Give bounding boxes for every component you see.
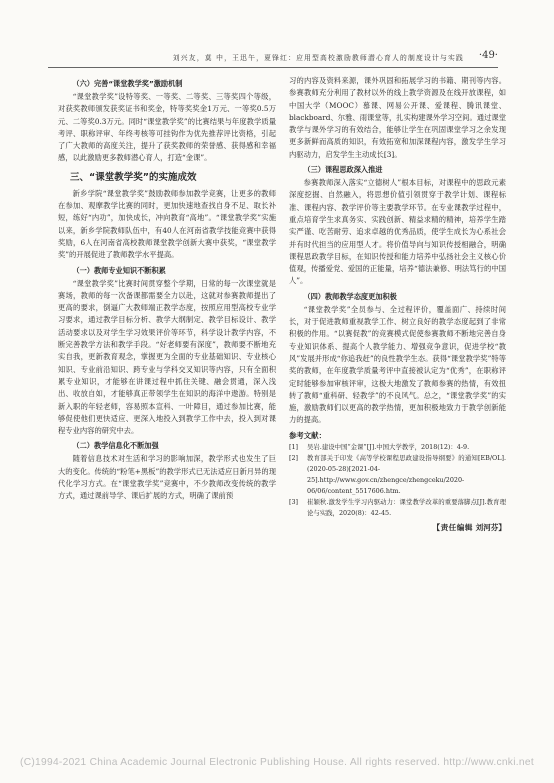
- responsible-editor: [289, 521, 506, 535]
- editor-label: 【责任编辑: [432, 522, 473, 532]
- left-column: [58, 75, 276, 503]
- body-paragraph: “课堂教学奖”全员参与、全过程评价，覆盖面广、持续时间长，对于促进教师重视教学工作、树立良好的教学态度起到了非常积极的作用。“以赛促教”的竞赛模式促使参赛教师不断地完善自身专业知识体系、提高个人教学能力、增强竞争意识，促进学校“教风”发展并形成“你追我赶”的良性教学生态。获得“课堂教学奖”特等奖的教师，在年度教学质量考评中直接被认定为“优秀”，在职称评定时能够参加审核评审，这极大地激发了教师参赛的热情，有效扭转了教师“重科研、轻教学”的不良风气。总之，“课堂教学奖”的实施，激励教师们以更高的教学热情，更加积极地致力于教学创新能力的提高。: [289, 304, 506, 425]
- subsection-heading: （一）教师专业知识不断积累: [72, 265, 166, 275]
- body-paragraph: 新乡学院“课堂教学奖”鼓励教师参加教学竞赛，让更多的教师在参加、观摩教学比赛的同时，更加快速地查找自身不足、取长补短，练好“内功”，加快成长，冲向教育“高地”。“课堂教学奖”实施以来，新乡学院教师队伍中，有40人在河南省教学技能竞赛中获得奖励，6人在河南省高校教师课堂教学创新大赛中获奖，“课堂教学奖”的开展促进了教师教学水平提高。: [58, 188, 276, 260]
- subsection-heading: （四）教师教学态度更加积极: [303, 291, 397, 301]
- running-title: 刘兴友，莫 中，王迅午，夏锋红：应用型高校激励教师潜心育人的制度设计与实践: [172, 54, 464, 62]
- reference-number: [2]: [289, 453, 299, 462]
- right-column: [289, 75, 506, 535]
- body-paragraph: 习的内容及资料来源，课外巩固和拓展学习的书籍、期刊等内容。参赛教师充分利用了教材以外的线上教学资源及在线开放课程，如中国大学（MOOC）慕课、网易公开课、爱课程、腾讯课堂、blackboard、尔雅、雨课堂等，扎实构建课外学习空间。通过课堂教学与课外学习的有效结合，能够让学生在巩固课堂学习之余发现更多新鲜而高质的知识，有效拓宽和加深课程内容，激发学生学习内驱动力，启发学生主动成长[3]。: [289, 76, 506, 159]
- subsection-heading: （六）完善“课堂教学奖”激励机制: [72, 79, 183, 88]
- section-heading: 三、“课堂教学奖”的实施成效: [70, 171, 197, 183]
- reference-item: [289, 497, 506, 519]
- reference-item: [289, 442, 506, 453]
- reference-text: 吴岩.建设中国“金课”[J].中国大学教学，2018(12)：4-9.: [307, 442, 470, 451]
- reference-number: [1]: [289, 442, 299, 451]
- editor-name: 刘河芬】: [475, 522, 506, 532]
- subsection-heading: （三）课程思政深入推进: [303, 165, 383, 175]
- body-paragraph: 随着信息技术对生活和学习的影响加深，教学形式也发生了巨大的变化。传统的“粉笔+黑板”的教学形式已无法适应日新月异的现代化学习方式。在“课堂教学奖”竞赛中，不少教师改变传统的教学方式，通过课前导学、课后扩展的方式，明确了课前预: [58, 454, 276, 501]
- references-heading: 参考文献：: [289, 430, 326, 440]
- reference-number: [3]: [289, 497, 299, 506]
- body-paragraph: 参赛教师深入落实“立德树人”根本目标，对课程中的思政元素深度挖掘、自然融入，将思想价值引领贯穿于教学计划、课程标准、课程内容、教学评价等主要教学环节。在专业课教学过程中，重点培育学生求真务实、实践创新、精益求精的精神，培养学生踏实严谨、吃苦耐劳、追求卓越的优秀品质，使学生成长为心系社会并有时代担当的应用型人才。将价值导向与知识传授相融合，明确课程思政教学目标，在知识传授和能力培养中弘扬社会主义核心价值观，传播爱党、爱国的正能量，培养“德法兼修、明法笃行的中国人”。: [289, 178, 506, 286]
- reference-item: [289, 453, 506, 497]
- copyright-footer: (C)1994-2021 China Academic Journal Electronic Publishing House. All rights reserved. http://www.cnki.net: [20, 757, 534, 768]
- header-rule: [48, 67, 498, 68]
- reference-text: 崔颖秋.激发学生学习内驱动力：课堂教学改革的重要落脚点[J].教育理论与实践，2020(8)：42-45.: [307, 497, 506, 517]
- running-header: [48, 50, 498, 64]
- page-number: ·49·: [478, 50, 498, 61]
- subsection-heading: （二）教学信息化不断加强: [72, 441, 159, 451]
- body-paragraph: “课堂教学奖”比赛时间贯穿整个学期，日常的每一次课堂就是赛场，教师的每一次备课都需要全力以赴，这就对参赛教师提出了更高的要求，倒逼广大教师端正教学态度，按照应用型高校专业学习要求，通过教学目标分析、教学大纲制定、教学目标设计、教学活动要求以及对学生学习效果评价等环节，科学设计教学内容，不断完善教学方法和教学手段。“好老师要有深度”，教师要不断地充实自我，更新教育观念，掌握更为全面的专业基础知识、专业核心知识、专业前沿知识、跨专业与学科交叉知识等内容，只有全面积累专业知识，才能够在讲课过程中抓住关键、融会贯通，深入浅出、收放自如，才能够真正带领学生在知识的海洋中遨游。特别是新入职的年轻老师，容易照本宣科、一叶障目，通过参加比赛，能够促使他们更快适应、更深入地投入到教学工作中去，投入到对课程专业内容的研究中去。: [58, 278, 276, 436]
- body-paragraph: “课堂教学奖”设特等奖、一等奖、二等奖、三等奖四个等级，对获奖教师颁发获奖证书和奖金，特等奖奖金1万元、一等奖0.5万元、二等奖0.3万元。同时“课堂教学奖”的比赛结果与年度教学质量考评、职称评审、年终考核等可挂钩作为优先推荐评比资格，引起了广大教师的高度关注，提升了获奖教师的荣誉感、获得感和幸福感，以此激励更多教师潜心育人，打造“金课”。: [58, 92, 276, 163]
- reference-text: 教育部关于印发《高等学校课程思政建设指导纲要》的通知[EB/OL].(2020-05-28)[2021-04-25].http://www.gov.cn/zhengce/zhengceku/2020-06/06/content_5517606.htm.: [307, 453, 506, 495]
